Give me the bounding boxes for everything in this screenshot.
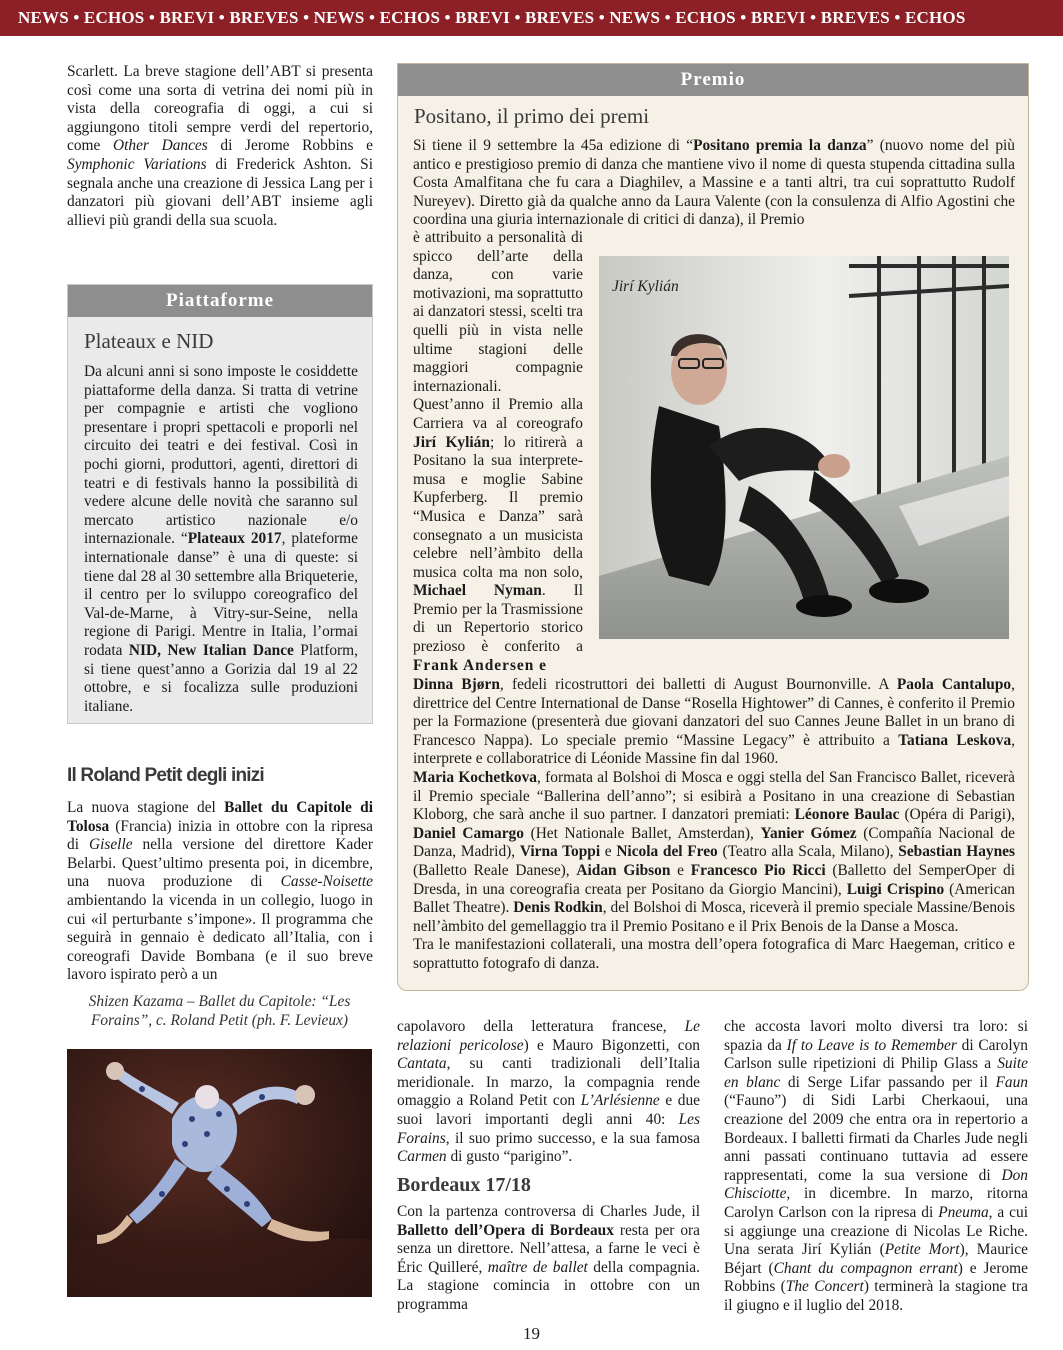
kylian-photo-caption: Jirí Kylián — [612, 278, 679, 295]
bordeaux-text: Con la partenza controversa di Charles Jude, il Balletto dell’Opera di Bordeaux resta per ora senza un direttore. Nell’attesa, a farne le veci è Éric Quilleré, maître de ballet della compagnia. La stagione comincia in ottobre con un programma — [397, 1203, 700, 1313]
plateaux-title: Plateaux e NID — [84, 329, 214, 353]
abt-article-continuation: Scarlett. La breve stagione dell’ABT si presenta così come una sorta di vetrina dei nomi più in vista della coreografia di oggi, a cui si aggiungono titoli sempre verdi del repertorio, come Other Dances di Jerome Robbins e Symphonic Variations di Frederick Ashton. Si segnala anche una creazione di Jessica Lang per i danzatori più giovani dell’ABT insieme agli allievi più grandi della sua scuola. — [67, 63, 373, 229]
plateaux-text: Da alcuni anni si sono imposte le cosiddette piattaforme della danza. Si tratta di vetrine per compagnie e artisti che vogliono presentare i propri spettacoli e proporli nel circuito dei teatri e dei festival. Così in pochi giorni, produttori, agenti, direttori di teatri e di festivals hanno la possibilità di vedere alcune delle novità che saranno sul mercato artistico nazionale e/o internazionale. “Plateaux 2017, plateforme internationale danse” è una di queste: si tiene dal 28 al 30 settembre alla Briqueterie, il centro per lo sviluppo coreografico del Val-de-Marne, à Vitry-sur-Seine, nella regione di Parigi. Mentre in Italia, l’ormai rodata NID, New Italian Dance Platform, si tiene quest’anno a Gorizia dal 19 al 22 ottobre, e si focalizza sulle produzioni italiane. — [84, 363, 358, 715]
piattaforme-header: Piattaforme — [68, 285, 372, 317]
roland-petit-title: Il Roland Petit degli inizi — [67, 765, 264, 786]
positano-left-column: è attribuito a personalità di spicco dell’arte della danza, con varie motivazioni, ma soprattutto ai danzatori stessi, scelti tra quelli più in vista nelle ultime stagioni delle maggiori compagnie internazionali. Quest’anno il Premio alla Carriera va al coreografo Jirí Kylián; lo ritirerà a Positano la sua interprete-musa e moglie Sabine Kupferberg. Il premio “Musica e Danza” sarà consegnato a un musicista celebre nell’àmbito della musica colta ma non solo, Michael Nyman. Il Premio per la Trasmissione di un Repertorio storico prezioso è conferito a Frank Andersen e — [413, 229, 583, 674]
piattaforme-box — [67, 284, 373, 724]
dancer-photo — [67, 1049, 372, 1297]
bordeaux-title: Bordeaux 17/18 — [397, 1174, 531, 1196]
bordeaux-continuation: che accosta lavori molto diversi tra loro: si spazia da If to Leave is to Remember di Carolyn Carlson sulle ripetizioni di Philip Glass a Suite en blanc di Serge Lifar passando per il Faun (“Fauno”) di Sidi Larbi Cherkaoui, una creazione del 2009 che entra ora in repertorio a Bordeaux. I balletti firmati da Charles Jude negli anni passati continuano tuttavia ad essere rappresentati, come la sua versione di Don Chisciotte, in dicembre. In marzo, ritorna Carolyn Carlson con la ripresa di Pneuma, a cui si aggiunge una creazione di Nicolas Le Riche. Una serata Jirí Kylián (Petite Mort), Maurice Béjart (Chant du compagnon errant) e Jerome Robbins (The Concert) terminerà la stagione tra il giugno e il luglio del 2018. — [724, 1018, 1028, 1314]
positano-title: Positano, il primo dei premi — [414, 104, 650, 128]
news-banner: NEWS • ECHOS • BREVI • BREVES • NEWS • ECHOS • BREVI • BREVES • NEWS • ECHOS • BREVI • BREVES • ECHOS — [0, 0, 1063, 36]
premio-header: Premio — [398, 64, 1028, 96]
kylian-photo — [599, 256, 1009, 639]
capitole-article-continuation: capolavoro della letteratura francese, Le relazioni pericolose) e Mauro Bigonzetti, con Cantata, su canti tradizionali dell’Italia meridionale. In marzo, la compagnia rende omaggio a Roland Petit con L’Arlésienne e due suoi lavori importanti degli anni 40: Les Forains, il suo primo successo, e la sua famosa Carmen di gusto “parigino”. — [397, 1018, 701, 1166]
roland-petit-text: La nuova stagione del Ballet du Capitole di Tolosa (Francia) inizia in ottobre con la ripresa di Giselle nella versione del direttore Kader Belarbi. Quest’ultimo presenta poi, in dicembre, una nuova produzione di Casse-Noisette ambientando la vicenda in un collegio, luogo in cui «il perturbante s’impone». Il programma che seguirà in gennaio è dedicato all’Italia, con i coreografi Davide Bombana (e il suo breve lavoro ispirato però a un — [67, 799, 374, 984]
dance-photo-caption: Shizen Kazama – Ballet du Capitole: “Les Forains”, c. Roland Petit (ph. F. Levieux) — [88, 993, 351, 1029]
positano-body: Dinna Bjørn, fedeli ricostruttori dei balletti di August Bournonville. A Paola Cantalupo, direttrice del Centre International de Danse “Rosella Hightower” di Cannes, è conferito il Premio per la Formazione (presenterà due giovani danzatori del suo Cannes Jeune Ballet in un brano di Francesco Nappa). Lo speciale premio “Massine Legacy” è attribuito a Tatiana Leskova, interprete e collaboratrice di Léonide Massine fin dal 1960. Maria Kochetkova, formata al Bolshoi di Mosca e oggi stella del San Francisco Ballet, riceverà il Premio speciale “Ballerina dell’anno”; si esibirà a Positano in una creazione di Sebastian Kloborg, che sarà anche il suo partner. I danzatori premiati: Léonore Baulac (Opéra di Parigi), Daniel Camargo (Het Nationale Ballet, Amsterdan), Yanier Gómez (Compañía Nacional de Danza, Madrid), Virna Toppi e Nicola del Freo (Teatro alla Scala, Milano), Sebastian Haynes (Balletto Reale Danese), Aidan Gibson e Francesco Pio Ricci (Balletto del SemperOper di Dresda, in una coreografia creata per Positano da Giorgio Mancini), Luigi Crispino (American Ballet Theatre). Denis Rodkin, del Bolshoi di Mosca, riceverà il premio speciale Massine/Benois nell’àmbito del gemellaggio tra il Premio Positano e il Prix Benois de la Danse a Mosca. Tra le manifestazioni collaterali, una mostra dell’opera fotografica di Marc Haegeman, critico e soprattutto fotografo di danza. — [413, 676, 1016, 972]
page-number: 19 — [523, 1324, 540, 1343]
positano-intro: Si tiene il 9 settembre la 45a edizione di “Positano premia la danza” (nuovo nome del più antico e prestigioso premio di danza che mantiene vivo il nome di questa stupenda cittadina sulla Costa Amalfitana che fu cara a Diaghilev, a Massine e a tanti altri, tra cui soprattutto Rudolf Nureyev). Diretto già da qualche anno da Laura Valente (con la consulenza di Alfio Agostini che coordina una giuria internazionale di critici di danza), il Premio — [413, 137, 1015, 229]
